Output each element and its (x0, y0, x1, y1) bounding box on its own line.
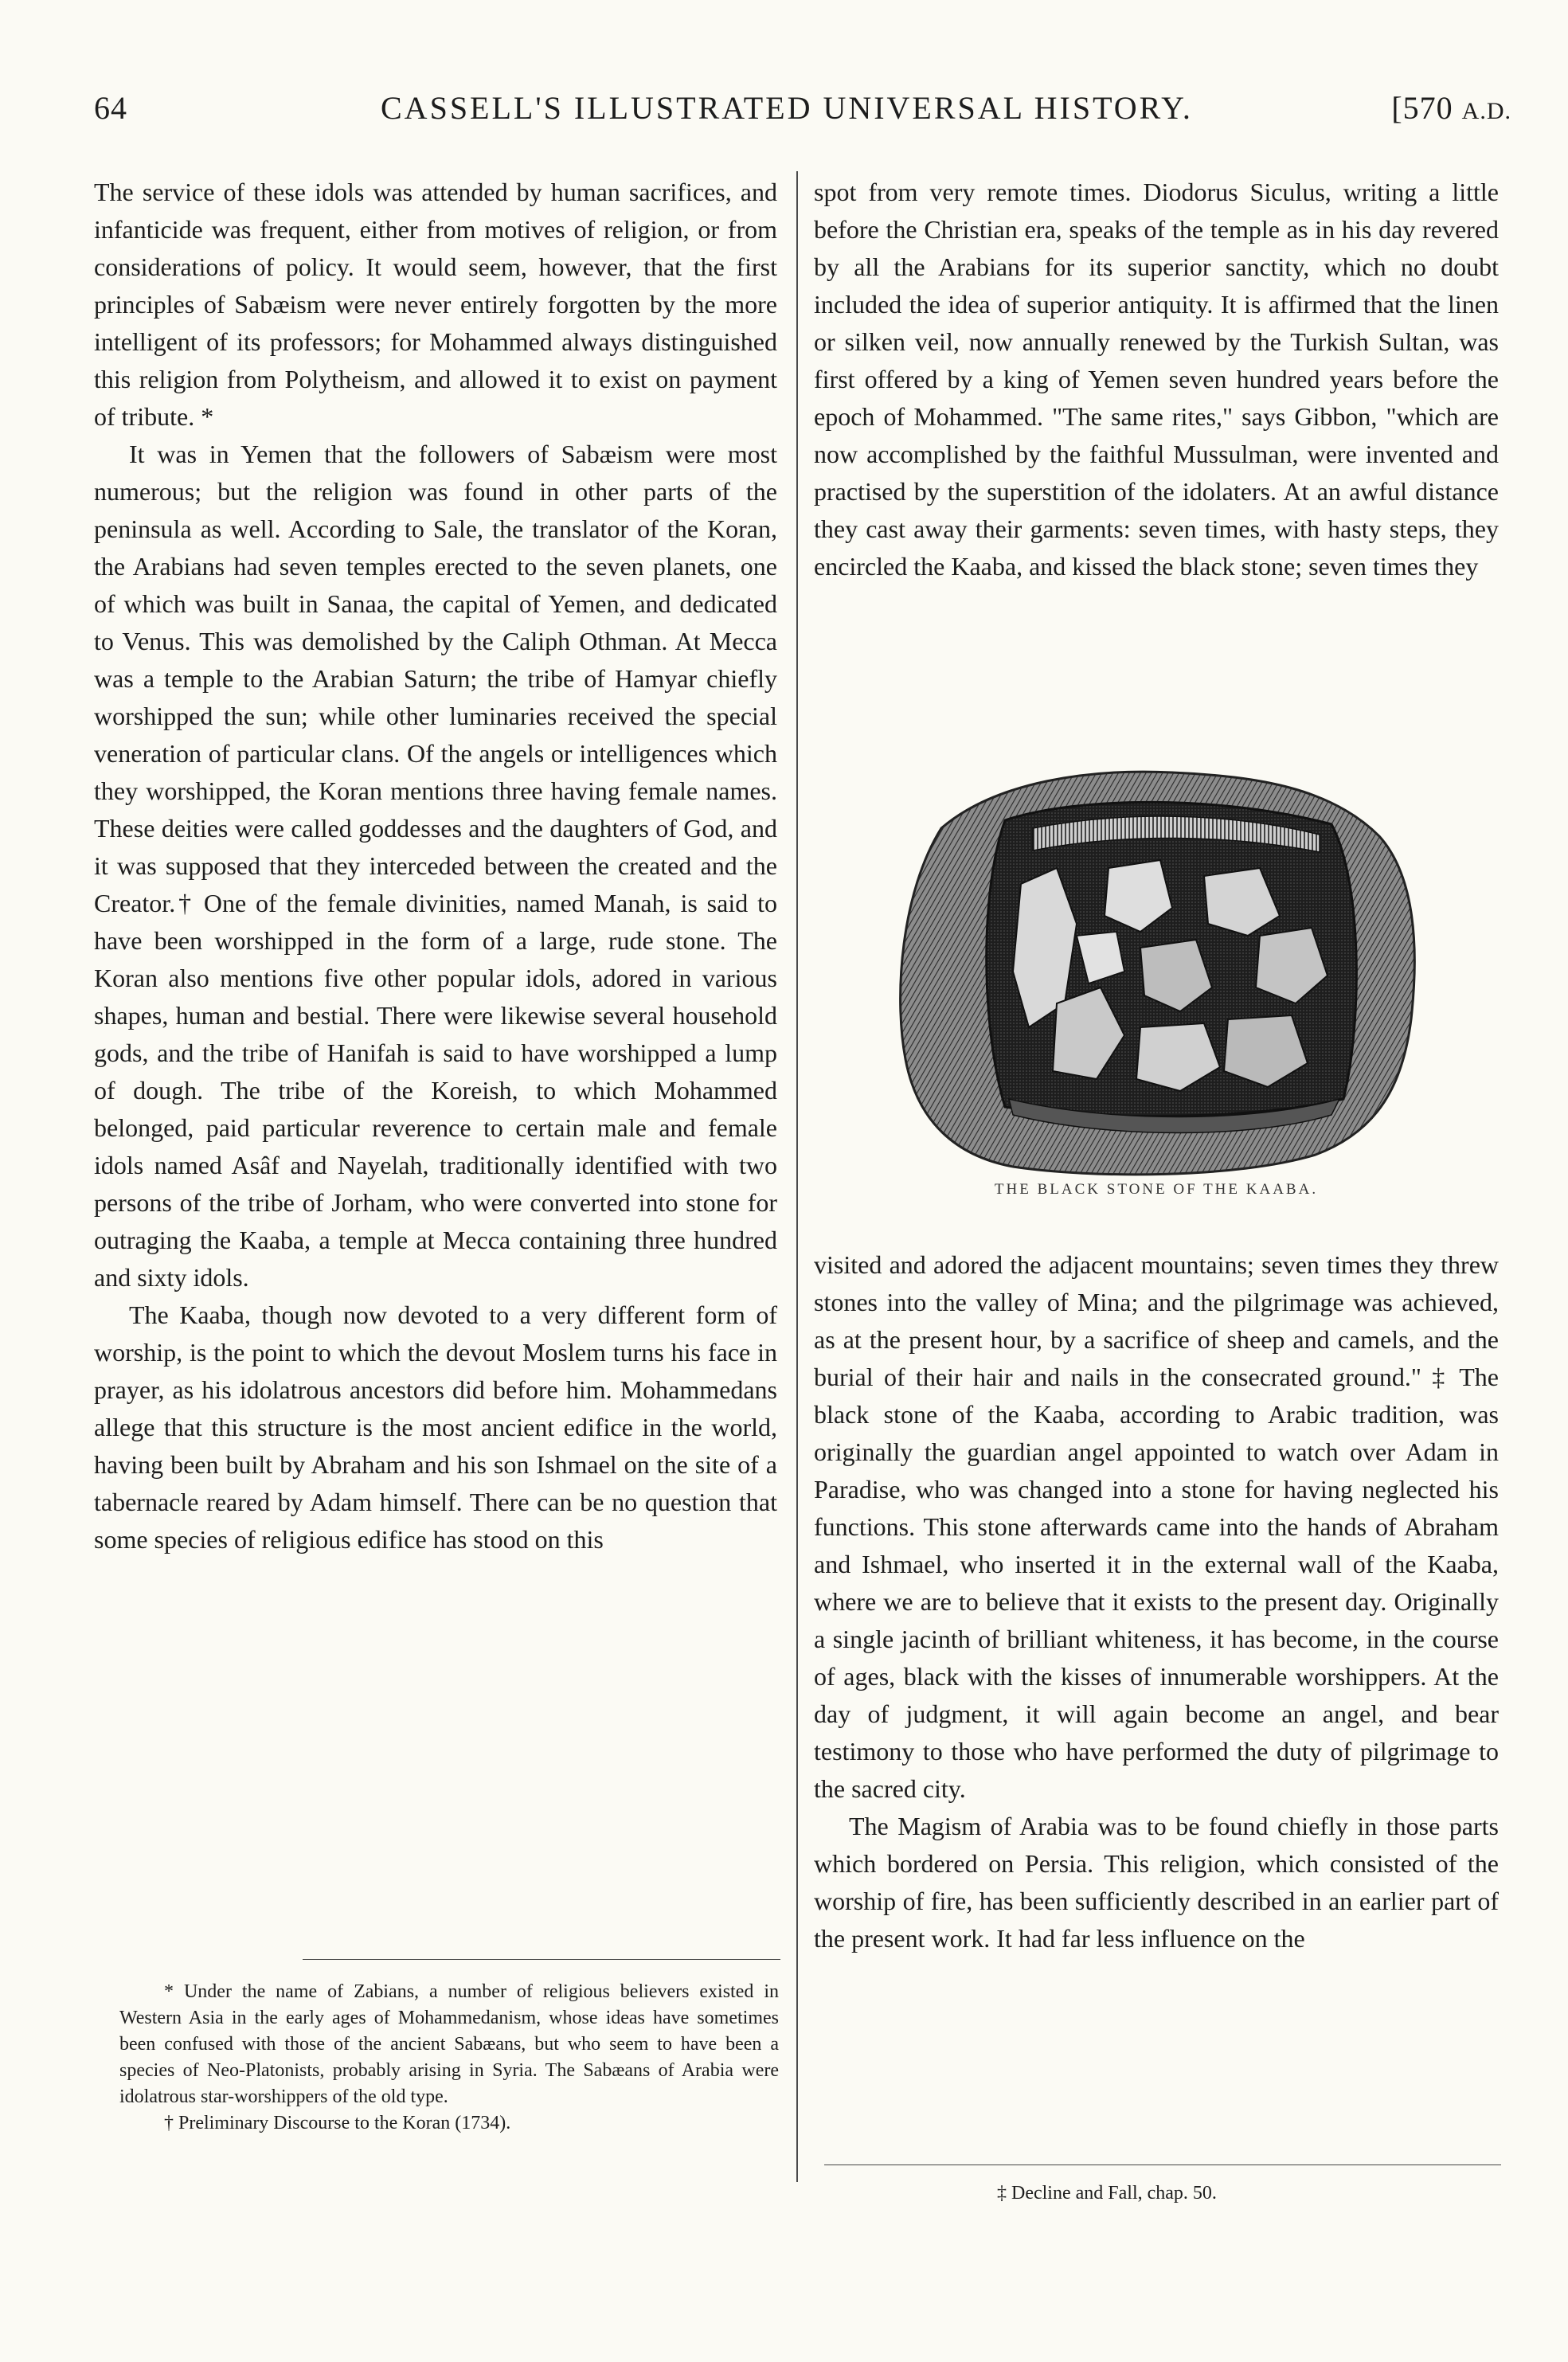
footnote-double-dagger: ‡ Decline and Fall, chap. 50. (997, 2183, 1217, 2204)
black-stone-illustration (886, 765, 1427, 1183)
footnotes-right (814, 2180, 1499, 2207)
left-paragraph-2: It was in Yemen that the followers of Sabæism were most numerous; but the religion was found in other parts of the peninsula as well. According to Sale, the translator of the Koran, the Arabians had seven temples erected to the seven planets, one of which was built in Sanaa, the capital of Yemen, and dedicated to Venus. This was demolished by the Caliph Othman. At Mecca was a temple to the Arabian Saturn; the tribe of Hamyar chiefly worshipped the sun; while other luminaries received the special veneration of particular clans. Of the angels or intelligences which they worshipped, the Koran mentions three having female names. These deities were called goddesses and the daughters of God, and it was supposed that they interceded between the created and the Creator.† One of the female divinities, named Manah, is said to have been worshipped in the form of a large, rude stone. The Koran also mentions five other popular idols, adored in various shapes, human and bestial. There were likewise several household gods, and the tribe of Hanifah is said to have worshipped a lump of dough. The tribe of the Koreish, to which Mohammed belonged, paid particular reverence to certain male and female idols named Asâf and Nayelah, traditionally identified with two persons of the tribe of Jorham, who were converted into stone for outraging the Kaaba, a temple at Mecca containing three hundred and sixty idols. (94, 440, 777, 1292)
right-column-bottom (814, 1246, 1499, 1957)
right-column-top (814, 174, 1499, 585)
figure-caption: THE BLACK STONE OF THE KAABA. (994, 1181, 1319, 1198)
running-date-year: [570 (1391, 90, 1453, 126)
running-title: CASSELL'S ILLUSTRATED UNIVERSAL HISTORY. (381, 90, 1193, 126)
right-paragraph-3: The Magism of Arabia was to be found chiefly in those parts which bordered on Persia. This religion, which consisted of the worship of fire, has been sufficiently described in an earlier part of the present work. It had far less influence on the (814, 1812, 1499, 1953)
footnote-star: * Under the name of Zabians, a number of religious believers existed in Western Asia in the early ages of Mohammedanism, whose ideas have sometimes been confused with those of the ancient Sabæans, but who seem to have been a species of Neo-Platonists, probably arising in Syria. The Sabæans of Arabia were idolatrous star-worshippers of the old type. (119, 1981, 779, 2107)
right-paragraph-2: visited and adored the adjacent mountains; seven times they threw stones into the valley of Mina; and the pilgrimage was achieved, as at the present hour, by a sacrifice of sheep and camels, and the burial of their hair and nails in the consecrated ground." ‡ The black stone of the Kaaba, according to Arabic tradition, was originally the guardian angel appointed to watch over Adam in Paradise, who was changed into a stone for having neglected his functions. This stone afterwards came into the hands of Abraham and Ishmael, who inserted it in the external wall of the Kaaba, where we are to believe that it exists to the present day. Originally a single jacinth of brilliant whiteness, it has become, in the course of ages, black with the kisses of innumerable worshippers. At the day of judgment, it will again become an angel, and bear testimony to those who have performed the duty of pilgrimage to the sacred city. (814, 1250, 1499, 1803)
footnote-rule-left (303, 1959, 780, 1960)
right-paragraph-1: spot from very remote times. Diodorus Siculus, writing a little before the Christian era, speaks of the temple as in his day revered by all the Arabians for its superior sanctity, which no doubt included the idea of superior antiquity. It is affirmed that the linen or silken veil, now annually renewed by the Turkish Sultan, was first offered by a king of Yemen seven hundred years before the epoch of Mohammed. "The same rites," says Gibbon, "which are now accomplished by the faithful Mussulman, were invented and practised by the superstition of the idolaters. At an awful distance they cast away their garments: seven times, with hasty steps, they encircled the Kaaba, and kissed the black stone; seven times they (814, 178, 1499, 581)
running-date-suffix: A.D. (1461, 98, 1511, 124)
left-paragraph-1: The service of these idols was attended by human sacrifices, and infanticide was frequent, either from motives of religion, or from considerations of policy. It would seem, however, that the first principles of Sabæism were never entirely forgotten by the more intelligent of its professors; for Mohammed always distinguished this religion from Polytheism, and allowed it to exist on payment of tribute. * (94, 178, 777, 431)
page-number: 64 (94, 90, 127, 126)
left-paragraph-3: The Kaaba, though now devoted to a very different form of worship, is the point to which the devout Moslem turns his face in prayer, as his idolatrous ancestors did before him. Mohammedans allege that this structure is the most ancient edifice in the world, having been built by Abraham and his son Ishmael on the site of a tabernacle reared by Adam himself. There can be no question that some species of religious edifice has stood on this (94, 1300, 777, 1554)
black-stone-engraving (886, 765, 1427, 1183)
column-divider (796, 171, 798, 2182)
footnotes-left (119, 1979, 779, 2137)
footnote-dagger: † Preliminary Discourse to the Koran (1734). (164, 2113, 511, 2133)
running-date (1391, 89, 1511, 127)
left-column (94, 174, 777, 1558)
running-header (94, 89, 1511, 137)
